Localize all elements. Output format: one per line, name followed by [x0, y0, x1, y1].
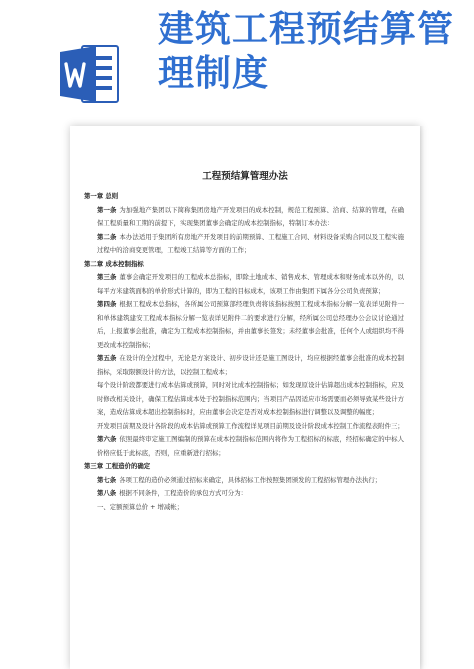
article-paragraph [84, 352, 404, 379]
article-text: 根据工程成本总指标，各所属公司预算部经理负责将该指标按照工程成本指标分解一览表详见附件一和单体建筑建安工程成本指标分解一览表详见附件二的要求进行分解，经所属公司总经理办公会议讨论通过后，上报董事会批准，确定为工程成本控制指标，并由董事长签发；未经董事会批准，任何个人或组织均不得更改成本控制指标； [97, 300, 405, 349]
article-number: 第七条 [97, 475, 117, 484]
word-document-icon [58, 42, 122, 106]
document-body [70, 190, 420, 514]
article-number: 第四条 [97, 300, 117, 308]
page-title [158, 8, 468, 96]
article-text: 本办法适用于集团所有房地产开发项目的前期预算、工程施工合同、材料设备采购合同以及工程实施过程中的洽商变更管理，工程竣工结算等方面的工作； [97, 232, 405, 254]
article-paragraph [84, 298, 404, 352]
body-paragraph: 每个设计阶段都要进行成本估算或预算，同时对比成本控制指标；如发现原设计估算超出成本控制指标，应及时修改相关设计，确保工程估算成本处于控制指标范围内；当项目产品因适应市场需要而必须导致某些设计方案，造成估算成本超出控制指标时，应由董事会决定是否对成本控制指标进行调整以及调整的幅度； [97, 381, 404, 416]
title-line-1: 建筑工程预结算管 [158, 9, 455, 50]
article-paragraph [84, 433, 404, 460]
title-line-2: 理制度 [158, 53, 270, 94]
article-text: 在设计的全过程中，无论是方案设计、初步设计还是施工图设计，均应根据经董事会批准的成本控制指标，采取限额设计的方法，以控制工程成本； [97, 354, 405, 376]
document-title: 工程预结算管理办法 [202, 171, 288, 182]
article-text: 依照最终审定施工图编制的预算在成本控制指标范围内将作为工程招标的标底，经招标确定的中标人价格应低于此标底，否则，应重新进行招标； [97, 435, 405, 457]
article-text: 各项工程的造价必须通过招标来确定，具体招标工作按照集团颁发的工程招标管理办法执行； [119, 475, 382, 484]
document-page [70, 126, 420, 669]
page-edge-shadow [420, 126, 424, 669]
article-number: 第三条 [97, 273, 117, 281]
article-number: 第六条 [97, 435, 117, 443]
article-paragraph [84, 204, 404, 231]
article-number: 第二条 [97, 232, 117, 241]
article-number: 第一条 [97, 205, 117, 214]
body-paragraph: 开发项目前期及设计各阶段的成本估算或预算工作流程详见项目前期及设计阶段成本控制工作流程表附件三； [97, 421, 404, 430]
body-paragraph: 一、定额预算总价 + 增减帐； [97, 502, 184, 511]
article-paragraph [84, 231, 404, 258]
article-paragraph [84, 487, 404, 501]
header [0, 0, 474, 120]
article-paragraph [84, 474, 404, 488]
chapter-heading: 第三章 工程造价的确定 [84, 462, 151, 470]
article-text: 根据不同条件，工程造价的承包方式可分为： [119, 489, 247, 497]
chapter-heading: 第一章 总则 [84, 192, 119, 200]
article-text: 为加强地产集团以下简称集团房地产开发项目的成本控制，规范工程预算、洽商、结算的管理，在确保工程质量和工期的前提下，实现集团董事会确定的成本控制指标，特制订本办法： [97, 205, 405, 227]
article-number: 第五条 [97, 354, 117, 362]
article-number: 第八条 [97, 489, 117, 497]
chapter-heading: 第二章 成本控制指标 [84, 259, 144, 268]
article-text: 董事会确定开发项目的工程成本总指标，即除土地成本、销售成本、管理成本和财务成本以外的，以每平方米建筑面积的单价形式计算的，即为工程的目标成本，该项工作由集团下属各分公司负责预算； [97, 273, 405, 295]
article-paragraph [84, 271, 404, 298]
